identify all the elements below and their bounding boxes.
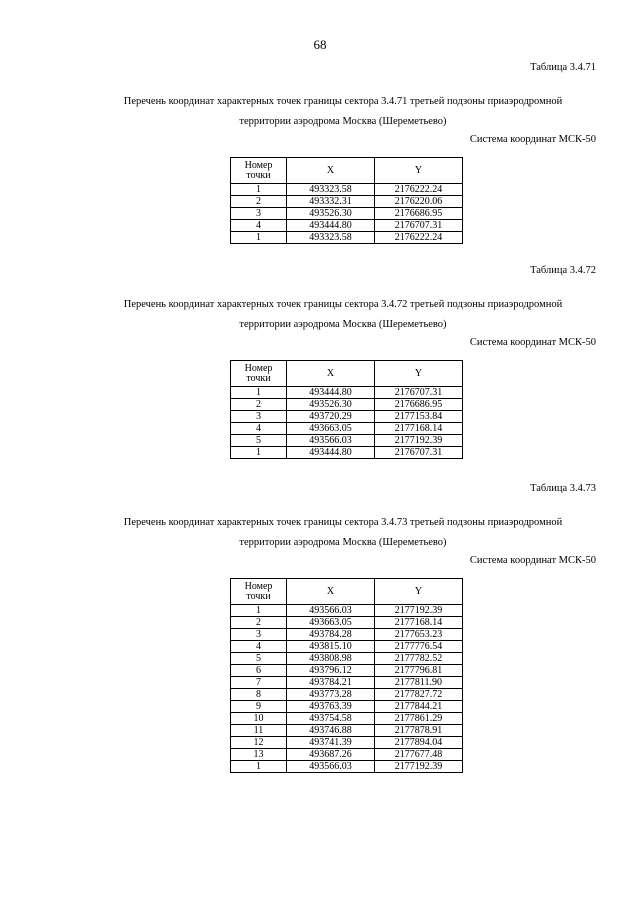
cell-y: 2177168.14 <box>375 423 463 435</box>
table-title-line-2: территории аэродрома Москва (Шереметьево) <box>239 537 447 548</box>
cell-point-number: 5 <box>231 653 287 665</box>
table-caption: Таблица 3.4.71 <box>530 62 596 73</box>
table-row <box>231 749 463 761</box>
cell-x: 493323.58 <box>287 184 375 196</box>
table-row <box>231 184 463 196</box>
page-number: 68 <box>313 37 327 52</box>
cell-y: 2176707.31 <box>375 220 463 232</box>
cell-point-number: 5 <box>231 435 287 447</box>
table-row <box>231 411 463 423</box>
table-row <box>231 220 463 232</box>
cell-point-number: 1 <box>231 232 287 244</box>
column-header-x: X <box>287 158 375 184</box>
cell-point-number: 3 <box>231 411 287 423</box>
table-title <box>60 513 626 553</box>
cell-x: 493687.26 <box>287 749 375 761</box>
cell-x: 493566.03 <box>287 435 375 447</box>
table-title-line-2: территории аэродрома Москва (Шереметьево) <box>239 319 447 330</box>
cell-x: 493526.30 <box>287 208 375 220</box>
cell-x: 493773.28 <box>287 689 375 701</box>
table-title-line-1: Перечень координат характерных точек границы сектора 3.4.72 третьей подзоны приаэродромной <box>123 299 563 310</box>
cell-y: 2177153.84 <box>375 411 463 423</box>
table-header-row <box>231 158 463 184</box>
cell-x: 493526.30 <box>287 399 375 411</box>
table-row <box>231 653 463 665</box>
cell-x: 493746.88 <box>287 725 375 737</box>
table-row <box>231 701 463 713</box>
cell-x: 493663.05 <box>287 423 375 435</box>
table-row <box>231 435 463 447</box>
cell-x: 493566.03 <box>287 605 375 617</box>
table-row <box>231 605 463 617</box>
cell-point-number: 13 <box>231 749 287 761</box>
cell-y: 2177168.14 <box>375 617 463 629</box>
cell-y: 2177192.39 <box>375 761 463 773</box>
cell-x: 493808.98 <box>287 653 375 665</box>
cell-point-number: 8 <box>231 689 287 701</box>
cell-y: 2177894.04 <box>375 737 463 749</box>
cell-point-number: 4 <box>231 641 287 653</box>
coordinates-table <box>230 578 463 773</box>
cell-point-number: 10 <box>231 713 287 725</box>
cell-point-number: 7 <box>231 677 287 689</box>
coordinates-table <box>230 157 463 244</box>
table-row <box>231 641 463 653</box>
table-header-row <box>231 579 463 605</box>
table-row <box>231 208 463 220</box>
coordinate-system-label: Система координат МСК-50 <box>469 134 596 145</box>
table-row <box>231 629 463 641</box>
column-header-y: Y <box>375 158 463 184</box>
cell-point-number: 3 <box>231 629 287 641</box>
cell-x: 493444.80 <box>287 447 375 459</box>
cell-point-number: 1 <box>231 761 287 773</box>
table-row <box>231 725 463 737</box>
cell-x: 493784.21 <box>287 677 375 689</box>
cell-y: 2176222.24 <box>375 232 463 244</box>
table-header-row <box>231 361 463 387</box>
cell-x: 493323.58 <box>287 232 375 244</box>
cell-y: 2176222.24 <box>375 184 463 196</box>
cell-y: 2177782.52 <box>375 653 463 665</box>
cell-x: 493566.03 <box>287 761 375 773</box>
column-header-y: Y <box>375 361 463 387</box>
cell-x: 493741.39 <box>287 737 375 749</box>
cell-x: 493815.10 <box>287 641 375 653</box>
table-row <box>231 737 463 749</box>
cell-y: 2177878.91 <box>375 725 463 737</box>
table-row <box>231 423 463 435</box>
table-row <box>231 689 463 701</box>
table-caption: Таблица 3.4.73 <box>530 483 596 494</box>
table-row <box>231 617 463 629</box>
cell-y: 2176220.06 <box>375 196 463 208</box>
table-row <box>231 713 463 725</box>
cell-x: 493763.39 <box>287 701 375 713</box>
column-header-point-number: Номер точки <box>231 158 287 184</box>
cell-x: 493720.29 <box>287 411 375 423</box>
table-row <box>231 665 463 677</box>
cell-point-number: 3 <box>231 208 287 220</box>
cell-y: 2177844.21 <box>375 701 463 713</box>
cell-point-number: 2 <box>231 196 287 208</box>
cell-point-number: 11 <box>231 725 287 737</box>
cell-point-number: 9 <box>231 701 287 713</box>
table-title <box>60 92 626 132</box>
cell-y: 2176707.31 <box>375 387 463 399</box>
cell-x: 493796.12 <box>287 665 375 677</box>
cell-y: 2176686.95 <box>375 208 463 220</box>
cell-x: 493444.80 <box>287 220 375 232</box>
coordinate-system-label: Система координат МСК-50 <box>469 555 596 566</box>
column-header-x: X <box>287 361 375 387</box>
cell-point-number: 4 <box>231 423 287 435</box>
cell-point-number: 2 <box>231 617 287 629</box>
cell-y: 2177677.48 <box>375 749 463 761</box>
cell-point-number: 6 <box>231 665 287 677</box>
table-title-line-2: территории аэродрома Москва (Шереметьево) <box>239 116 447 127</box>
table-row <box>231 399 463 411</box>
cell-x: 493754.58 <box>287 713 375 725</box>
cell-point-number: 1 <box>231 387 287 399</box>
column-header-y: Y <box>375 579 463 605</box>
table-title-line-1: Перечень координат характерных точек границы сектора 3.4.73 третьей подзоны приаэродромной <box>123 517 563 528</box>
cell-y: 2177776.54 <box>375 641 463 653</box>
cell-point-number: 1 <box>231 447 287 459</box>
table-row <box>231 677 463 689</box>
column-header-point-number: Номер точки <box>231 579 287 605</box>
cell-point-number: 2 <box>231 399 287 411</box>
cell-y: 2176686.95 <box>375 399 463 411</box>
cell-y: 2177827.72 <box>375 689 463 701</box>
table-caption: Таблица 3.4.72 <box>530 265 596 276</box>
table-title <box>60 295 626 335</box>
column-header-point-number: Номер точки <box>231 361 287 387</box>
cell-x: 493663.05 <box>287 617 375 629</box>
cell-x: 493444.80 <box>287 387 375 399</box>
cell-point-number: 1 <box>231 605 287 617</box>
cell-y: 2177796.81 <box>375 665 463 677</box>
cell-x: 493784.28 <box>287 629 375 641</box>
cell-point-number: 12 <box>231 737 287 749</box>
cell-y: 2177811.90 <box>375 677 463 689</box>
table-row <box>231 761 463 773</box>
cell-point-number: 1 <box>231 184 287 196</box>
table-row <box>231 196 463 208</box>
cell-y: 2176707.31 <box>375 447 463 459</box>
coordinate-system-label: Система координат МСК-50 <box>469 337 596 348</box>
table-title-line-1: Перечень координат характерных точек границы сектора 3.4.71 третьей подзоны приаэродромной <box>123 96 563 107</box>
cell-y: 2177192.39 <box>375 435 463 447</box>
table-row <box>231 447 463 459</box>
coordinates-table <box>230 360 463 459</box>
cell-x: 493332.31 <box>287 196 375 208</box>
cell-y: 2177653.23 <box>375 629 463 641</box>
table-row <box>231 387 463 399</box>
cell-y: 2177861.29 <box>375 713 463 725</box>
cell-point-number: 4 <box>231 220 287 232</box>
cell-y: 2177192.39 <box>375 605 463 617</box>
column-header-x: X <box>287 579 375 605</box>
table-row <box>231 232 463 244</box>
